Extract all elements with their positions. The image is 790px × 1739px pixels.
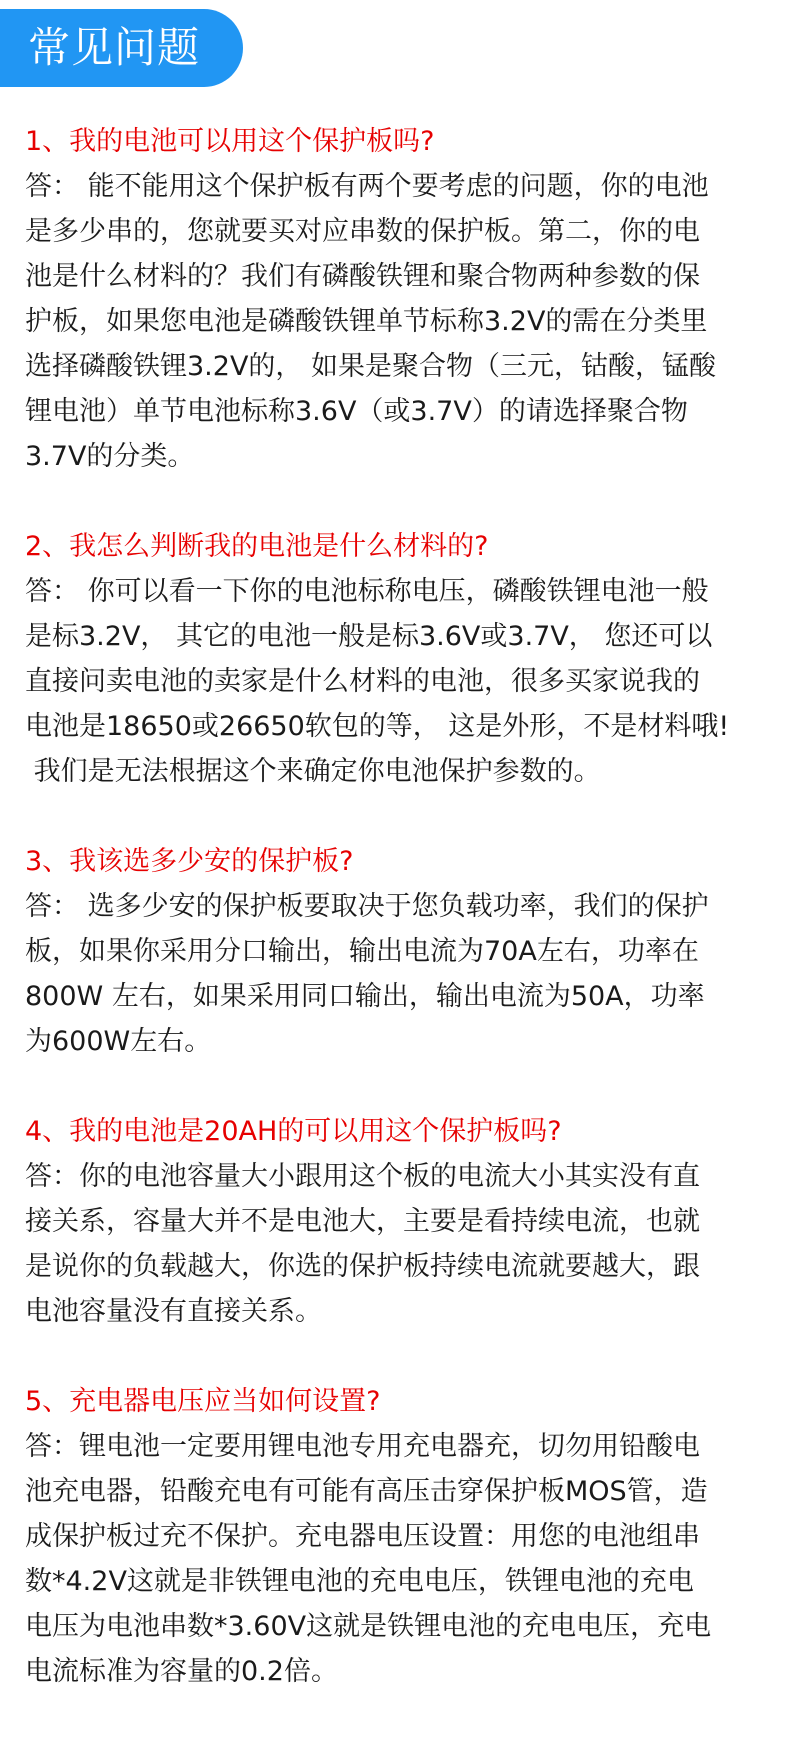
faq-question: 2、我怎么判断我的电池是什么材料的? <box>25 531 489 562</box>
faq-answer-line: 板，如果你采用分口输出，输出电流为70A左右，功率在 <box>25 936 699 967</box>
faq-answer-line: 答： 选多少安的保护板要取决于您负载功率，我们的保护 <box>25 891 709 922</box>
faq-answer-line: 答：锂电池一定要用锂电池专用充电器充，切勿用铅酸电 <box>25 1431 700 1462</box>
faq-answer <box>25 884 785 1064</box>
faq-item <box>25 1109 785 1334</box>
faq-answer-line: 800W 左右，如果采用同口输出，输出电流为50A，功率 <box>25 981 705 1012</box>
faq-answer-line: 电池容量没有直接关系。 <box>25 1296 322 1327</box>
faq-answer <box>25 1424 785 1694</box>
faq-answer-line: 池是什么材料的？我们有磷酸铁锂和聚合物两种参数的保 <box>25 261 700 292</box>
faq-answer-line: 数*4.2V这就是非铁锂电池的充电电压，铁锂电池的充电 <box>25 1566 694 1597</box>
faq-answer-line: 为600W左右。 <box>25 1026 212 1057</box>
faq-answer <box>25 569 785 794</box>
faq-question: 5、充电器电压应当如何设置? <box>25 1386 381 1417</box>
faq-answer <box>25 164 785 479</box>
faq-answer-line: 电池是18650或26650软包的等， 这是外形，不是材料哦! <box>25 711 730 742</box>
header-badge <box>0 9 243 87</box>
faq-answer-line: 是说你的负载越大，你选的保护板持续电流就要越大，跟 <box>25 1251 700 1282</box>
faq-answer-line: 我们是无法根据这个来确定你电池保护参数的。 <box>25 756 601 787</box>
page-title: 常见问题 <box>28 23 201 72</box>
faq-answer-line: 锂电池）单节电池标称3.6V（或3.7V）的请选择聚合物 <box>25 396 688 427</box>
faq-answer-line: 选择磷酸铁锂3.2V的， 如果是聚合物（三元，钴酸，锰酸 <box>25 351 716 382</box>
faq-answer-line: 电流标准为容量的0.2倍。 <box>25 1656 338 1687</box>
faq-answer-line: 电压为电池串数*3.60V这就是铁锂电池的充电电压，充电 <box>25 1611 712 1642</box>
faq-item <box>25 119 785 479</box>
faq-answer-line: 答： 能不能用这个保护板有两个要考虑的问题，你的电池 <box>25 171 709 202</box>
faq-item <box>25 524 785 794</box>
faq-answer-line: 3.7V的分类。 <box>25 441 195 472</box>
faq-answer-line: 答： 你可以看一下你的电池标称电压，磷酸铁锂电池一般 <box>25 576 709 607</box>
faq-list <box>25 119 785 1739</box>
faq-answer-line: 是标3.2V， 其它的电池一般是标3.6V或3.7V， 您还可以 <box>25 621 713 652</box>
faq-answer-line: 是多少串的，您就要买对应串数的保护板。第二，你的电 <box>25 216 700 247</box>
faq-question: 1、我的电池可以用这个保护板吗? <box>25 126 435 157</box>
faq-answer-line: 池充电器，铅酸充电有可能有高压击穿保护板MOS管，造 <box>25 1476 708 1507</box>
faq-question: 4、我的电池是20AH的可以用这个保护板吗? <box>25 1116 562 1147</box>
faq-answer-line: 护板，如果您电池是磷酸铁锂单节标称3.2V的需在分类里 <box>25 306 708 337</box>
faq-item <box>25 1379 785 1694</box>
faq-answer-line: 答：你的电池容量大小跟用这个板的电流大小其实没有直 <box>25 1161 700 1192</box>
faq-answer-line: 接关系，容量大并不是电池大，主要是看持续电流，也就 <box>25 1206 700 1237</box>
faq-answer-line: 直接问卖电池的卖家是什么材料的电池，很多买家说我的 <box>25 666 700 697</box>
faq-item <box>25 839 785 1064</box>
faq-answer <box>25 1154 785 1334</box>
faq-question: 3、我该选多少安的保护板? <box>25 846 354 877</box>
faq-answer-line: 成保护板过充不保护。充电器电压设置：用您的电池组串 <box>25 1521 700 1552</box>
